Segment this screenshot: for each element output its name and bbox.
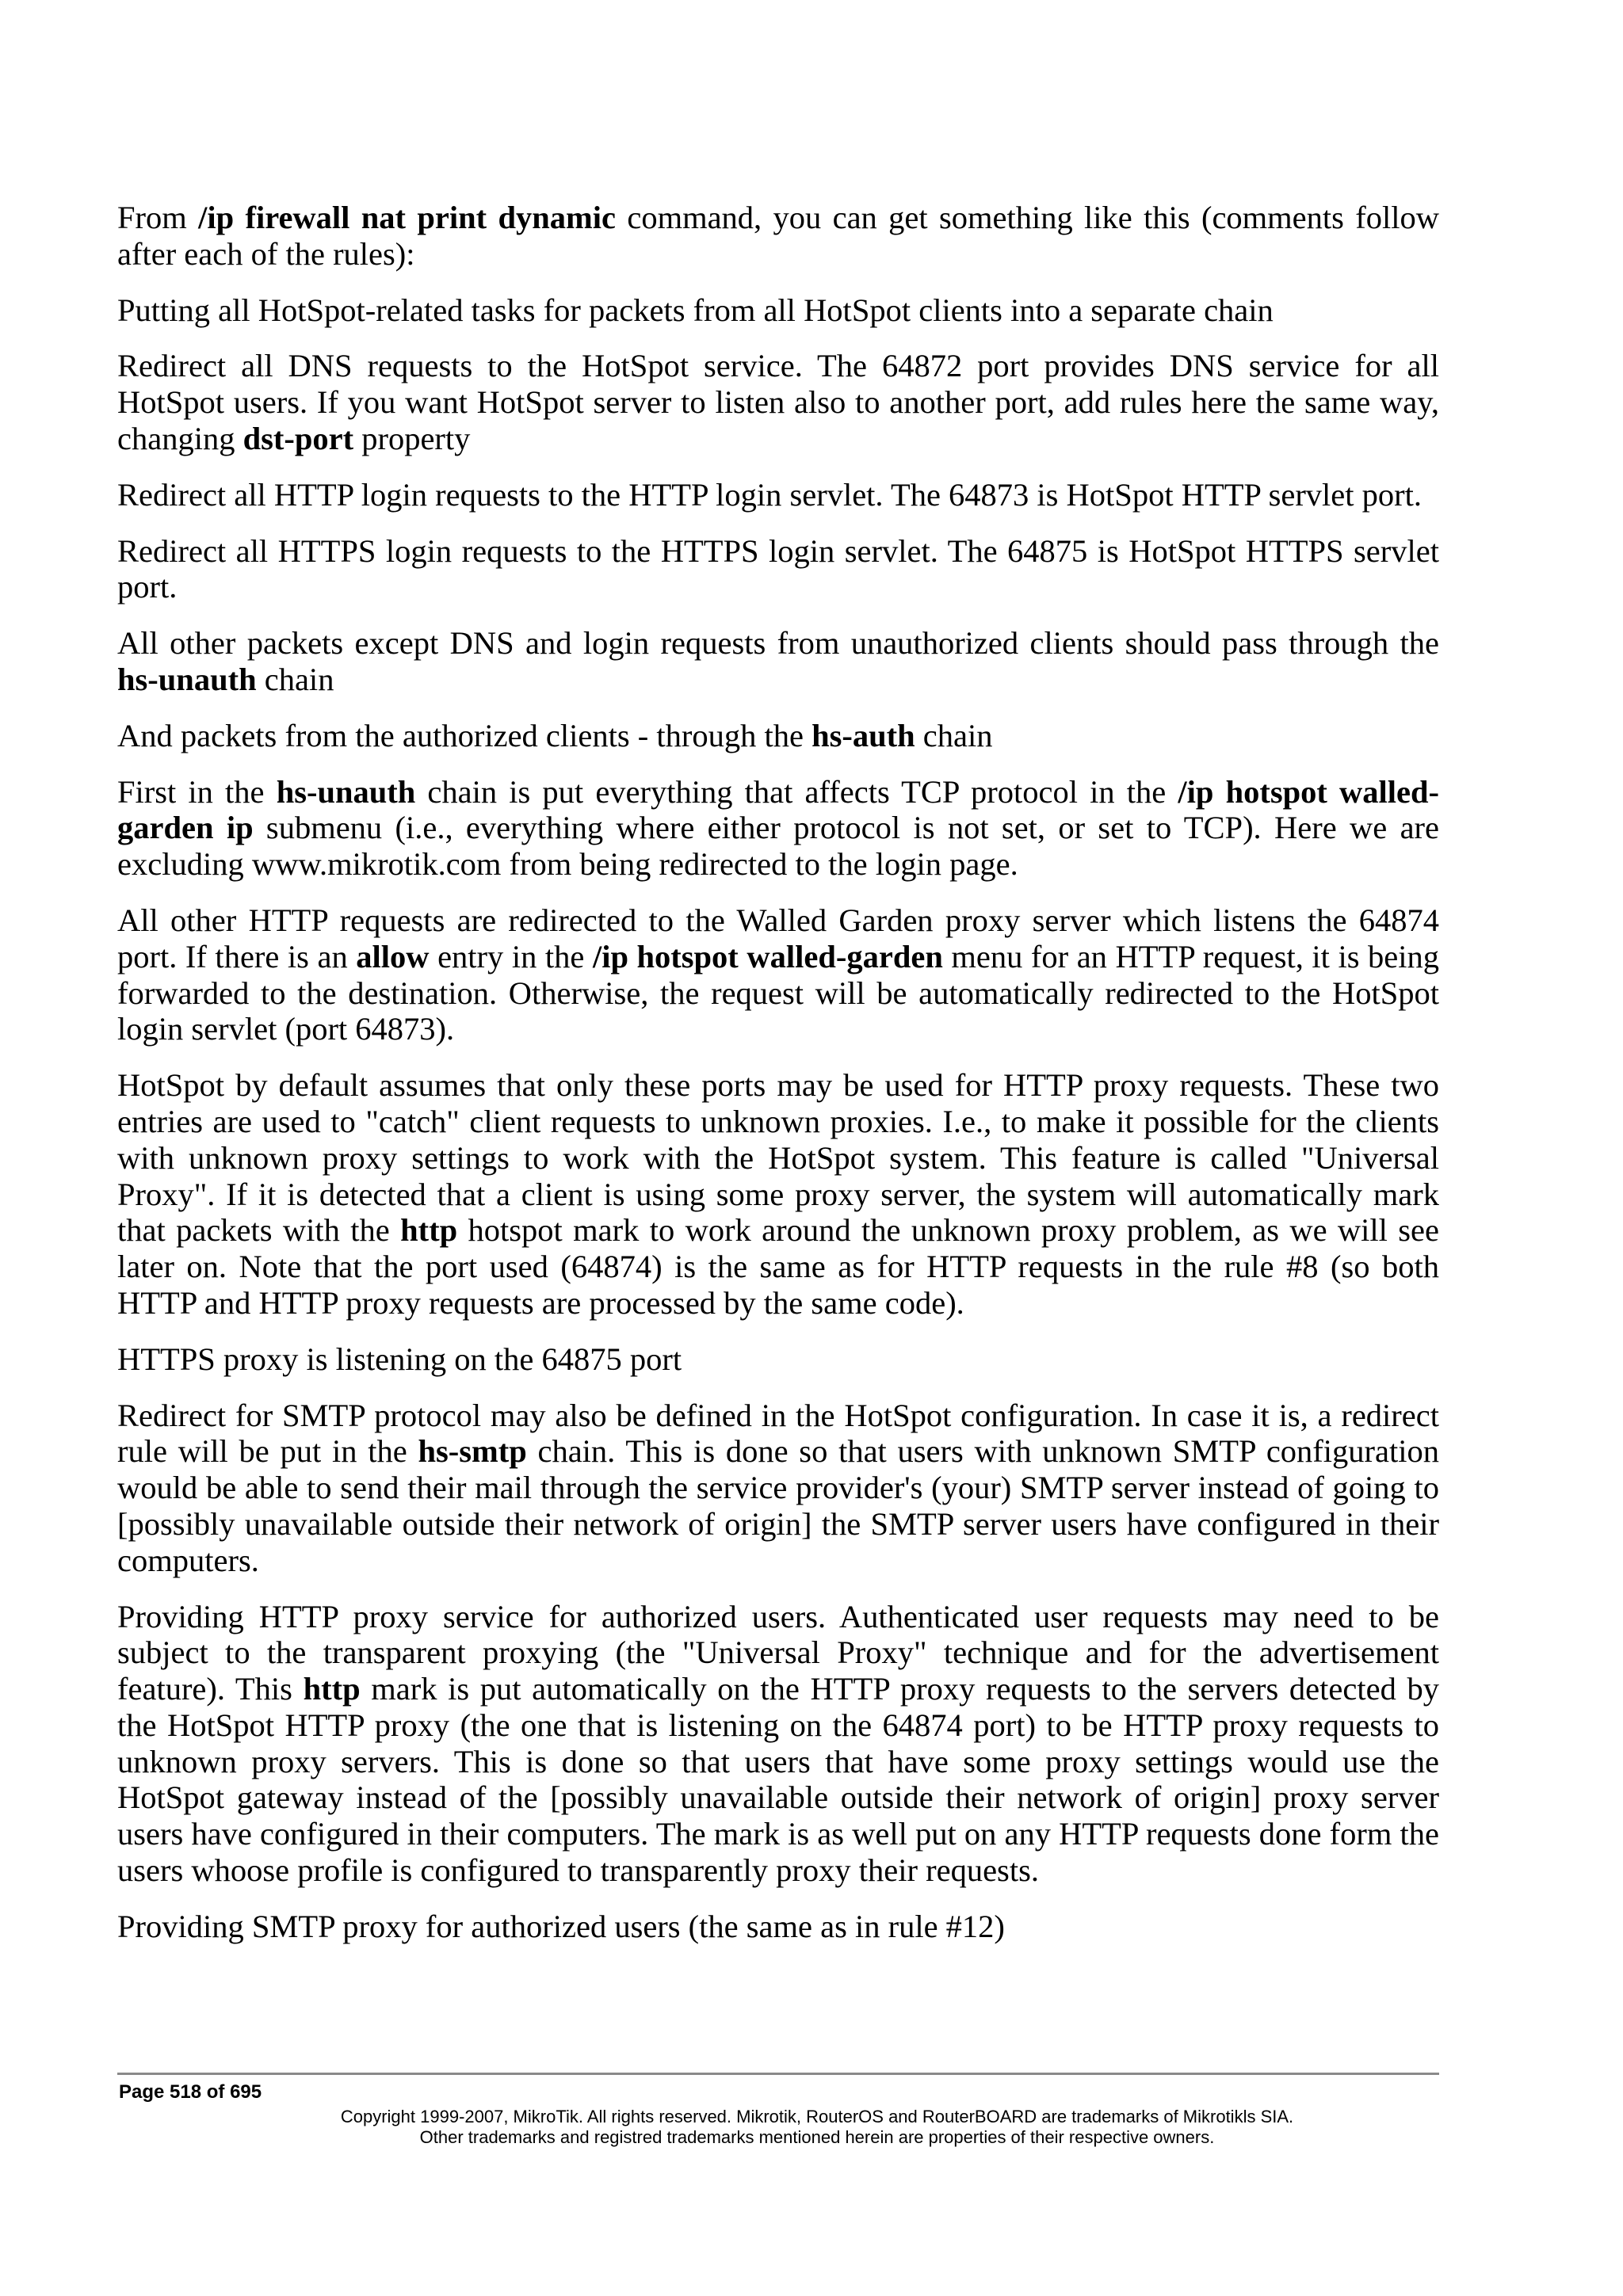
mark-name: http — [400, 1212, 458, 1249]
page-number: Page 518 of 695 — [119, 2081, 262, 2103]
paragraph-13: Providing HTTP proxy service for authorized users. Authenticated user requests may need to be subject to the transparent proxying (the "Universal Proxy" technique and for the advertisement feature). This http mark is put automatically on the HTTP proxy requests to the servers detected by the HotSpot HTTP proxy (the one that is listening on the 64874 port) to be HTTP proxy requests to unknown proxy servers. This is done so that users that have some proxy settings would use the HotSpot gateway instead of the [possibly unavailable outside their network of origin] proxy server users have configured in their computers. The mark is as well put on any HTTP requests done form the users whoose profile is configured to transparently proxy their requests. — [117, 1598, 1439, 1889]
paragraph-6: All other packets except DNS and login requests from unauthorized clients should pass through the hs-unauth chain — [117, 625, 1439, 697]
menu-path: /ip hotspot walled-garden — [592, 938, 943, 974]
chain-name: hs-unauth — [276, 773, 416, 810]
mark-name: http — [303, 1671, 361, 1707]
paragraph-4: Redirect all HTTP login requests to the HTTP login servlet. The 64873 is HotSpot HTTP servlet port. — [117, 476, 1423, 513]
footer-copyright — [117, 2107, 1517, 2148]
paragraph-11: HTTPS proxy is listening on the 64875 port — [117, 1341, 682, 1377]
footer-divider — [117, 2073, 1439, 2075]
paragraph-7: And packets from the authorized clients - through the hs-auth chain — [117, 717, 993, 753]
paragraph-14: Providing SMTP proxy for authorized users (the same as in rule #12) — [117, 1908, 1005, 1944]
chain-name: hs-auth — [812, 717, 915, 753]
paragraph-9: All other HTTP requests are redirected to the Walled Garden proxy server which listens the 64874 port. If there is an allow entry in the /ip hotspot walled-garden menu for an HTTP request, it is being forwarded to the destination. Otherwise, the request will be automatically redirected to the HotSpot login servlet (port 64873). — [117, 902, 1439, 1047]
paragraph-12: Redirect for SMTP protocol may also be defined in the HotSpot configuration. In case it is, a redirect rule will be put in the hs-smtp chain. This is done so that users with unknown SMTP configuration would be able to send their mail through the service provider's (your) SMTP server instead of going to [possibly unavailable outside their network of origin] the SMTP server users have configured in their computers. — [117, 1397, 1440, 1578]
property-text: dst-port — [242, 420, 354, 456]
paragraph-3: Redirect all DNS requests to the HotSpot service. The 64872 port provides DNS service for all HotSpot users. If you want HotSpot server to listen also to another port, add rules here the same way, changing dst-port property — [117, 348, 1439, 456]
command-text: /ip firewall nat print dynamic — [198, 200, 616, 235]
paragraph-5: Redirect all HTTPS login requests to the HTTPS login servlet. The 64875 is HotSpot HTTPS servlet port. — [117, 532, 1439, 605]
menu-path: /ip hotspot walled-garden ip — [117, 773, 1439, 846]
trademark-line: Other trademarks and registred trademarks mentioned herein are properties of their respective owners. — [419, 2127, 1215, 2147]
copyright-line: Copyright 1999-2007, MikroTik. All rights reserved. Mikrotik, RouterOS and RouterBOARD are trademarks of Mikrotikls SIA. — [340, 2107, 1294, 2126]
paragraph-2: Putting all HotSpot-related tasks for packets from all HotSpot clients into a separate chain — [117, 292, 1274, 328]
paragraph-1: From /ip firewall nat print dynamic command, you can get something like this (comments follow after each of the rules): — [117, 200, 1439, 272]
keyword-text: allow — [356, 938, 430, 974]
chain-name: hs-smtp — [418, 1433, 527, 1470]
chain-name: hs-unauth — [117, 661, 257, 697]
paragraph-8: First in the hs-unauth chain is put everything that affects TCP protocol in the /ip hotspot walled-garden ip submenu (i.e., everything where either protocol is not set, or set to TCP). Here we are excluding www.mikrotik.com from being redirected to the login page. — [117, 773, 1440, 883]
paragraph-10: HotSpot by default assumes that only these ports may be used for HTTP proxy requests. These two entries are used to "catch" client requests to unknown proxies. I.e., to make it possible for the clients with unknown proxy settings to work with the HotSpot system. This feature is called "Universal Proxy". If it is detected that a client is using some proxy server, the system will automatically mark that packets with the http hotspot mark to work around the unknown proxy problem, as we will see later on. Note that the port used (64874) is the same as for HTTP requests in the rule #8 (so both HTTP and HTTP proxy requests are processed by the same code). — [117, 1067, 1439, 1321]
page-body — [117, 200, 1439, 1965]
